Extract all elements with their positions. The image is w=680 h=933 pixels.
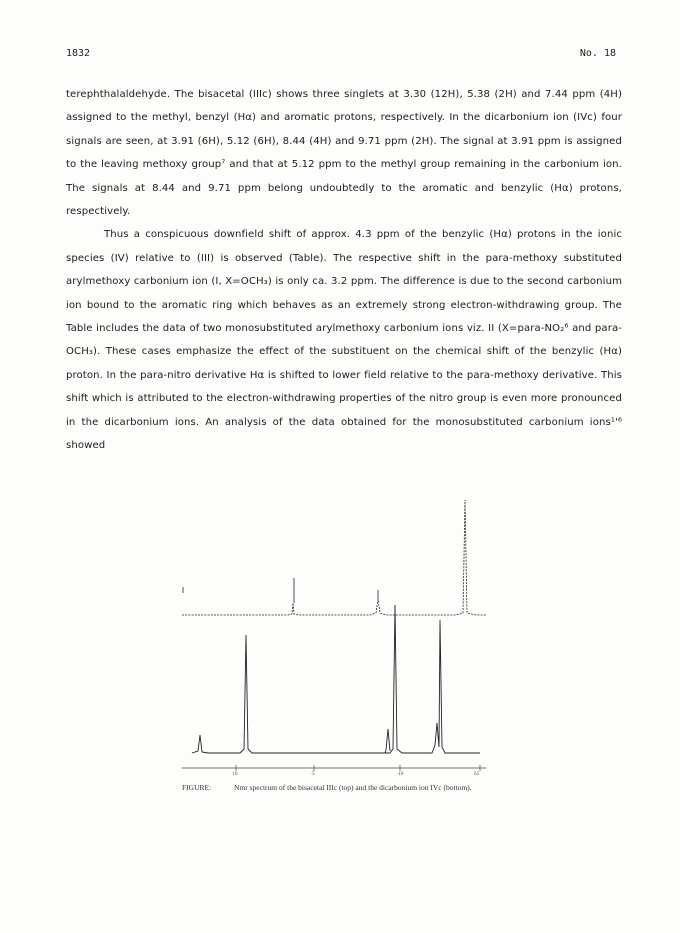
nmr-spectrum-figure — [180, 495, 490, 775]
page-number: 1832 — [66, 48, 91, 59]
caption-label: FIGURE: — [182, 783, 212, 792]
axis-tick-label: δ5 — [474, 771, 480, 775]
body-text — [66, 83, 622, 458]
axis-tick-label: 10 — [232, 771, 238, 775]
axis-tick-label: ·10 — [396, 771, 404, 775]
paragraph-1: terephthalaldehyde. The bisacetal (IIIc) shows three singlets at 3.30 (12H), 5.38 (2H) and 7.44 ppm (4H) assigned to the methyl, benzyl (Hα) and aromatic protons, respectively. In the dicarbonium ion (IVc) four signals are seen, at 3.91 (6H), 5.12 (6H), 8.44 (4H) and 9.71 ppm (2H). The signal at 3.91 ppm is assigned to the leaving methoxy group⁷ and that at 5.12 ppm to the methyl group remaining in the carbonium ion. The signals at 8.44 and 9.71 ppm belong undoubtedly to the aromatic and benzylic (Hα) protons, respectively. — [66, 89, 622, 218]
top-spectrum — [182, 500, 486, 615]
bottom-spectrum — [192, 605, 480, 753]
caption-text: Nmr spectrum of the bisacetal IIIc (top) and the dicarbonium ion IVc (bottom). — [234, 783, 472, 792]
x-axis — [182, 765, 486, 771]
issue-number: No. 18 — [579, 48, 616, 59]
axis-tick-label: ·5 — [310, 771, 315, 775]
paragraph-2: Thus a conspicuous downfield shift of approx. 4.3 ppm of the benzylic (Hα) protons in the ionic species (IV) relative to (III) is observed (Table). The respective shift in the para-methoxy substituted arylmethoxy carbonium ion (I, X=OCH₃) is only ca. 3.2 ppm. The difference is due to the second carbonium ion bound to the aromatic ring which behaves as an extremely strong electron-withdrawing group. The Table includes the data of two monosubstituted arylmethoxy carbonium ions viz. II (X=para-NO₂⁶ and para-OCH₃). These cases emphasize the effect of the substituent on the chemical shift of the benzylic (Hα) proton. In the para-nitro derivative Hα is shifted to lower field relative to the para-methoxy derivative. This shift which is attributed to the electron-withdrawing properties of the nitro group is even more pronounced in the dicarbonium ions. An analysis of the data obtained for the monosubstituted carbonium ions¹'⁶ showed — [66, 229, 622, 452]
